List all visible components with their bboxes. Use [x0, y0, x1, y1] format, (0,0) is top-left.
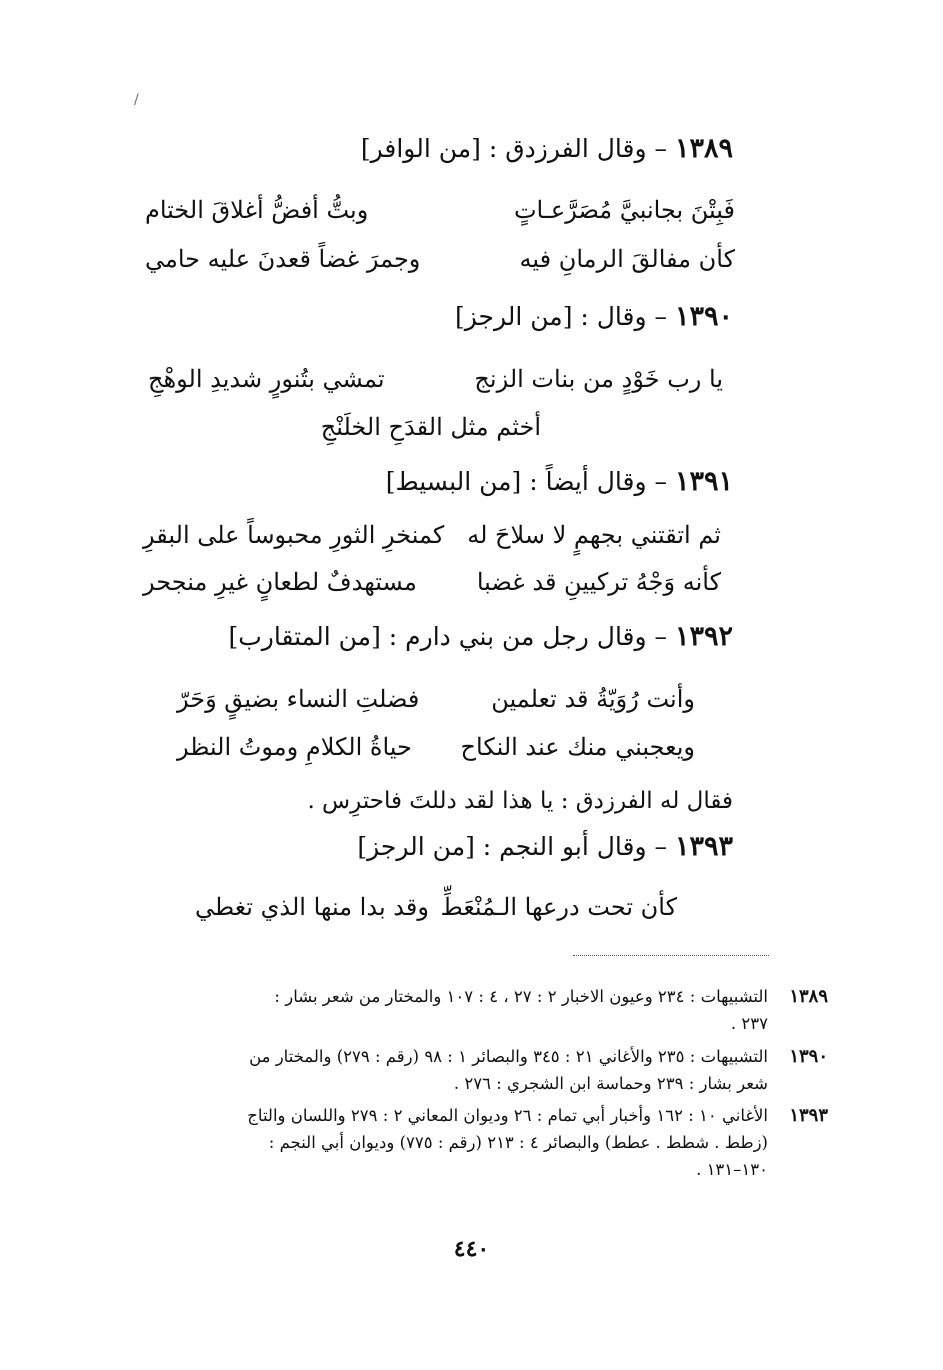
verse-second-hemistich: تمشي بتُنورٍ شديدِ الوهْجِ	[148, 365, 385, 393]
footnote-number: ١٣٩٣	[789, 1105, 828, 1126]
footnote-line: ٢٣٧ .	[730, 1014, 768, 1033]
entry-number: ١٣٩١	[674, 466, 733, 497]
verse-first-hemistich: ثم اتقتني بجهمٍ لا سلاحَ له	[467, 521, 721, 549]
verse-first-hemistich: يا رب خَوْدٍ من بنات الزنج	[474, 365, 723, 393]
verse-second-hemistich: وجمرَ غضاً قعدنَ عليه حامي	[145, 245, 421, 273]
page-number: ٤٤٠	[453, 1236, 490, 1262]
footnote-line: (زطط . شطط . عطط) والبصائر ٤ : ٢١٣ (رقم : ٧٧٥) وديوان أبي النجم :	[268, 1133, 768, 1152]
entry-number: ١٣٨٩	[674, 133, 733, 164]
footnote-line: التشبيهات : ٢٣٥ والأغاني ٢١ : ٣٤٥ والبصائر ١ : ٩٨ (رقم : ٢٧٩) والمختار من	[249, 1047, 768, 1066]
verse-line	[177, 682, 695, 716]
verse-first-hemistich: ويعجبني منك عند النكاح	[460, 733, 695, 761]
footnote-line: ١٣٠–١٣١ .	[696, 1160, 768, 1179]
verse-line	[145, 242, 735, 276]
margin-mark: /	[134, 92, 139, 108]
verse-line	[145, 193, 735, 227]
footnote-line: التشبيهات : ٢٣٤ وعيون الاخبار ٢ : ٢٧ ، ٤ : ١٠٧ والمختار من شعر بشار :	[274, 987, 768, 1006]
entry-heading-1392	[229, 620, 733, 654]
entry-heading-1390	[455, 300, 733, 334]
entry-heading-text: – وقال أيضاً : [من البسيط]	[385, 467, 668, 496]
footnote-line: شعر بشار : ٢٣٩ وحماسة ابن الشجري : ٢٧٦ .	[453, 1074, 768, 1093]
verse-extra-line: أخثم مثل القدَحِ الخلَنْجِ	[320, 413, 541, 441]
entry-number: ١٣٩٠	[674, 301, 733, 332]
verse-line	[143, 565, 721, 599]
entry-heading-1389	[361, 132, 733, 166]
verse-first-hemistich: وأنت رُوَيّةُ قد تعلمين	[491, 685, 695, 713]
verse-line	[148, 362, 723, 396]
prose-line: فقال له الفرزدق : يا هذا لقد دللتَ فاحترِس .	[307, 788, 733, 814]
footnote-1393	[108, 1102, 828, 1183]
entry-heading-text: – وقال رجل من بني دارم : [من المتقارب]	[228, 622, 668, 651]
verse-line	[195, 890, 677, 924]
footnote-1389	[108, 983, 828, 1037]
verse-line	[143, 518, 721, 552]
entry-heading-text: – وقال : [من الرجز]	[454, 302, 668, 331]
entry-heading-1393	[357, 830, 733, 864]
footnote-number: ١٣٨٩	[789, 986, 828, 1007]
footnote-separator	[573, 955, 769, 956]
footnote-number: ١٣٩٠	[789, 1046, 828, 1067]
verse-second-hemistich: وقد بدا منها الذي تغطي	[195, 893, 429, 921]
entry-heading-text: – وقال أبو النجم : [من الرجز]	[357, 832, 668, 861]
verse-line	[177, 730, 695, 764]
verse-second-hemistich: مستهدفٌ لطعانٍ غيرِ منجحر	[143, 568, 417, 596]
verse-second-hemistich: وبتُّ أفضُّ أغلاقَ الختام	[145, 196, 369, 224]
entry-number: ١٣٩٢	[674, 621, 733, 652]
footnote-line: الأغاني ١٠ : ١٦٢ وأخبار أبي تمام : ٢٦ وديوان المعاني ٢ : ٢٧٩ واللسان والتاج	[247, 1106, 768, 1125]
entry-heading-1391	[386, 465, 733, 499]
footnote-1390	[108, 1043, 828, 1097]
verse-second-hemistich: حياةُ الكلامِ وموتُ النظر	[177, 733, 412, 761]
entry-number: ١٣٩٣	[674, 831, 733, 862]
verse-first-hemistich: كأن مفالقَ الرمانِ فيه	[519, 245, 735, 273]
verse-first-hemistich: كأنه وَجْهُ تركيينِ قد غضبا	[476, 568, 721, 596]
verse-first-hemistich: كأن تحت درعها الـمُنْعَطِّ	[440, 893, 677, 921]
verse-second-hemistich: فضلتِ النساء بضيقٍ وَحَرّ	[177, 685, 420, 713]
entry-heading-text: – وقال الفرزدق : [من الوافر]	[360, 134, 668, 163]
verse-second-hemistich: كمنخرِ الثورِ محبوساً على البقرِ	[143, 521, 445, 549]
verse-first-hemistich: فَبِتْنَ بجانبيَّ مُصَرَّعـاتٍ	[513, 196, 735, 224]
